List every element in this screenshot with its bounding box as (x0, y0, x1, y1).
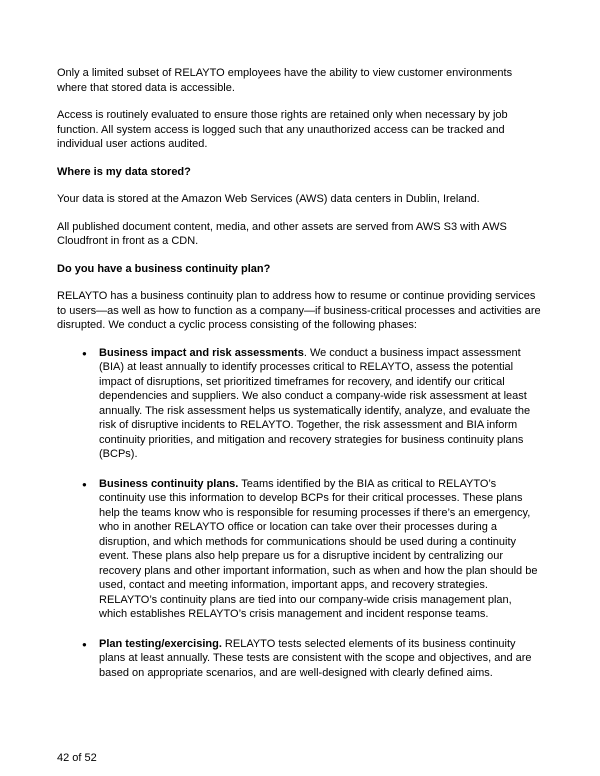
continuity-phases-list (57, 346, 543, 681)
heading-business-continuity: Do you have a business continuity plan? (57, 262, 271, 275)
bullet-icon: ● (82, 479, 87, 489)
paragraph-aws-dublin: Your data is stored at the Amazon Web Services (AWS) data centers in Dublin, Ireland. (57, 193, 480, 205)
bullet-body-text: Teams identified by the BIA as critical to RELAYTO’s continuity use this information to develop BCPs for their critical processes. These plans help the teams know who is responsible for resuming processes if there’s an emergency, who in another RELAYTO office or location can take over their processes during a disruption, and which methods for communications should be used during a continuity event. These plans also help prepare us for a disruptive incident by centralizing our recovery plans and other important information, such as when and how the plan should be used, contact and meeting information, important apps, and recovery strategies. RELAYTO’s continuity plans are tied into our company-wide crisis management plan, which establishes RELAYTO’s crisis management and incident response teams. (99, 477, 538, 620)
list-item (82, 637, 543, 681)
bullet-lead-text: Plan testing/exercising. (99, 637, 222, 650)
bullet-icon: ● (82, 639, 87, 649)
paragraph-access-evaluation: Access is routinely evaluated to ensure those rights are retained only when necessary by job function. All system access is logged such that any unauthorized access can be tracked and individual user actions audited. (57, 109, 508, 150)
list-item (82, 346, 543, 462)
page-number: 42 of 52 (57, 751, 97, 764)
bullet-body-text: RELAYTO tests selected elements of its business continuity plans at least annually. These tests are consistent with the scope and objectives, and are based on appropriate scenarios, and are well-designed with clearly defined aims. (99, 637, 532, 679)
heading-data-stored: Where is my data stored? (57, 165, 191, 178)
bullet-lead-text: Business continuity plans. (99, 477, 239, 490)
bullet-icon: ● (82, 348, 87, 358)
list-item (82, 477, 543, 622)
paragraph-continuity-intro: RELAYTO has a business continuity plan to address how to resume or continue providing services to users—as well as how to function as a company—if business-critical processes and activities are disrupted. We conduct a cyclic process consisting of the following phases: (57, 290, 541, 331)
bullet-body-text: . We conduct a business impact assessment (BIA) at least annually to identify processes critical to RELAYTO, assess the potential impact of disruptions, set prioritized timeframes for recovery, and identify our critical dependencies and suppliers. We also conduct a company-wide risk assessment at least annually. The risk assessment helps us systematically identify, analyze, and evaluate the risk of disruptive incidents to RELAYTO. Together, the risk assessment and BIA inform continuity priorities, and mitigation and recovery strategies for business continuity plans (BCPs). (99, 346, 531, 460)
bullet-lead-text: Business impact and risk assessments (99, 346, 304, 359)
paragraph-employee-access: Only a limited subset of RELAYTO employees have the ability to view customer environments where that stored data is accessible. (57, 67, 513, 94)
paragraph-cdn: All published document content, media, and other assets are served from AWS S3 with AWS Cloudfront in front as a CDN. (57, 220, 507, 247)
